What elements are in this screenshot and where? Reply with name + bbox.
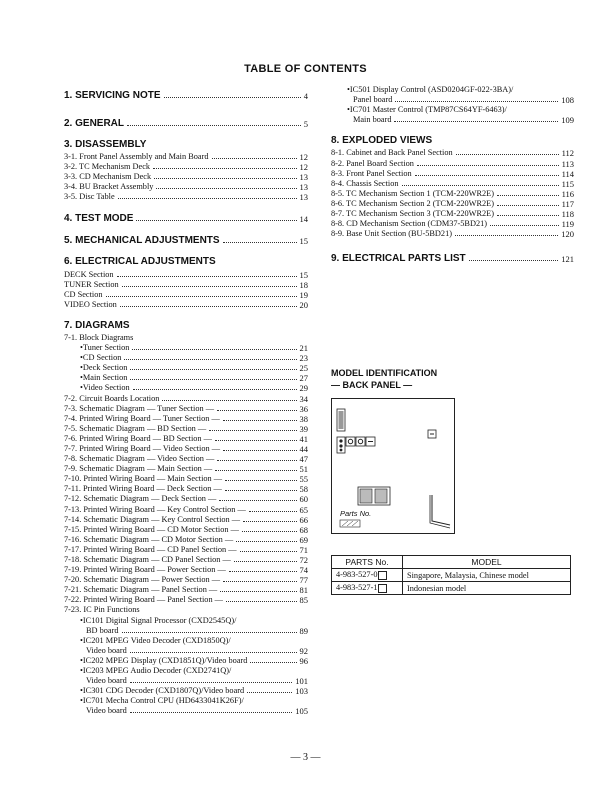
dot-leader [162,400,296,401]
page-ref: 5 [303,119,308,129]
parts-no-label: Parts No. [340,509,372,518]
toc-entry [64,404,308,414]
toc-entry [64,605,308,615]
dot-leader [164,97,301,98]
toc-entry [64,192,308,202]
entry-title: 7-9. Schematic Diagram — Main Section — [64,464,213,474]
toc-entry [64,434,308,444]
page-ref: 105 [295,706,308,717]
dot-leader [415,175,559,176]
entry-title: 7-15. Printed Wiring Board — CD Motor Section — [64,524,239,534]
page-ref: 118 [561,209,574,220]
dot-leader [240,551,297,552]
page-ref: 58 [299,484,308,495]
model-identification-title: MODEL IDENTIFICATION [331,368,438,378]
entry-title: 3-3. CD Mechanism Deck [64,172,152,182]
toc-entry [331,209,574,219]
dot-leader [124,359,296,360]
toc-entry [64,363,308,373]
toc-entry [331,115,574,125]
spacer [331,125,574,134]
model-cell: Indonesian model [403,582,571,595]
toc-entry [64,383,308,393]
page-ref: 27 [299,373,308,384]
entry-title: 1. SERVICING NOTE [64,90,161,101]
dot-leader [212,158,297,159]
page-ref: 29 [299,383,308,394]
back-panel-subtitle: — BACK PANEL — [331,380,413,390]
entry-title: DECK Section [64,269,114,279]
toc-entry [64,464,308,474]
dot-leader [247,692,292,693]
toc-entry [64,269,308,279]
page-ref: 12 [299,162,308,173]
page-ref: 89 [299,625,308,636]
page-ref: 96 [299,655,308,666]
page-ref: 25 [299,363,308,374]
entry-title: • Deck Section [80,363,127,373]
entry-title: Panel board [353,95,393,105]
dot-leader [209,430,296,431]
page-ref: 51 [299,464,308,475]
parts-no-cell [332,569,403,582]
dot-leader [395,101,558,102]
dot-leader [133,389,297,390]
page-ref: 108 [561,95,574,106]
entry-title: 4. TEST MODE [64,213,134,225]
page-ref: 36 [299,403,308,414]
toc-entry [331,158,574,168]
toc-entry [64,373,308,383]
page-ref: 115 [561,178,574,189]
model-identification-heading [331,367,437,391]
section-heading: 3. DISASSEMBLY [64,139,147,150]
entry-title: • Video Section [80,383,130,393]
dot-leader [225,480,296,481]
page-ref: 4 [303,91,308,101]
dot-leader [242,531,297,532]
page-ref: 101 [295,676,308,687]
header-model: MODEL [403,556,571,569]
dot-leader [249,511,297,512]
toc-entry [64,656,308,666]
page-ref: 15 [299,236,308,247]
dot-leader [234,561,297,562]
entry-title: Video board [86,706,127,716]
page-ref: 21 [299,343,308,354]
page-ref: 85 [299,595,308,606]
page-ref: 72 [299,555,308,565]
page-ref: 19 [299,289,308,300]
entry-title: 8-2. Panel Board Section [331,158,414,168]
entry-title: 7-4. Printed Wiring Board — Tuner Section — [64,413,220,423]
page-ref: 77 [299,575,308,586]
toc-entry [331,199,574,209]
dot-leader [250,662,296,663]
entry-title: 7-16. Schematic Diagram — CD Motor Section — [64,534,234,544]
entry-title: VIDEO Section [64,299,117,309]
entry-title: • IC701 Mecha Control CPU (HD6433041K26F)/ [80,696,244,706]
page-ref: 55 [299,474,308,485]
dot-leader [130,379,296,380]
toc-entry [64,525,308,535]
page-ref: 116 [561,188,574,199]
dot-leader [223,242,297,243]
entry-title: TUNER Section [64,279,119,289]
page-ref: 109 [561,115,574,126]
entry-title: • IC701 Master Control (TMP87CS64YF-6463)/ [347,105,507,115]
dot-leader [456,154,559,155]
entry-title: • IC101 Digital Signal Processor (CXD2545Q)/ [80,616,236,626]
page-ref: 20 [299,299,308,310]
entry-title: • IC501 Display Control (ASD0204GF-022-3BA)/ [347,85,513,95]
page-ref: 13 [299,172,308,183]
entry-title: 3-2. TC Mechanism Deck [64,162,151,172]
toc-entry [331,95,574,105]
entry-title: • IC301 CDG Decoder (CXD1807Q)/Video board [80,686,244,696]
dot-leader [219,500,296,501]
page-ref: 92 [299,645,308,656]
entry-title: 7-5. Schematic Diagram — BD Section — [64,423,207,433]
toc-entry [64,646,308,656]
dot-leader [117,276,297,277]
entry-title: 7-12. Schematic Diagram — Deck Section — [64,494,217,504]
toc-entry [64,444,308,454]
toc-entry [64,454,308,464]
dot-leader [156,188,296,189]
toc-entry [64,484,308,494]
entry-title: 8-3. Front Panel Section [331,168,412,178]
page-ref: 12 [299,152,308,163]
dot-leader [455,235,558,236]
entry-title: 8-1. Cabinet and Back Panel Section [331,148,453,158]
page-ref: 47 [299,454,308,465]
toc-entry [331,105,574,115]
entry-title: 3-5. Disc Table [64,192,115,202]
toc-entry [64,585,308,595]
page-ref: 68 [299,524,308,535]
dot-leader [106,296,297,297]
dot-leader [220,591,296,592]
dot-leader [223,581,297,582]
page-ref: 114 [561,168,574,179]
checkbox-icon [378,571,387,580]
page-ref: 66 [299,514,308,525]
toc-entry [331,219,574,229]
entry-title: 7-2. Circuit Boards Location [64,393,160,403]
toc-entry [331,179,574,189]
toc-entry [64,595,308,605]
dot-leader [130,369,296,370]
dot-leader [215,470,296,471]
entry-title: • IC201 MPEG Video Decoder (CXD1850Q)/ [80,636,231,646]
dot-leader [153,168,296,169]
entry-title: 2. GENERAL [64,118,125,129]
parts-no-cell [332,582,403,595]
toc-left-column [64,85,308,716]
toc-entry [64,676,308,686]
dot-leader [136,220,296,221]
dot-leader [497,215,559,216]
entry-title: 7-23. IC Pin Functions [64,605,140,615]
entry-title: 7-8. Schematic Diagram — Video Section — [64,454,215,464]
toc-entry [64,615,308,625]
toc-entry [64,424,308,434]
dot-leader [130,652,297,653]
entry-title: • CD Section [80,353,121,363]
toc-section-entry [64,85,308,101]
dot-leader [223,420,297,421]
page-ref: 117 [561,198,574,209]
entry-title: 7-14. Schematic Diagram — Key Control Section — [64,514,241,524]
back-panel-drawing [331,398,455,534]
page-ref: 38 [299,413,308,424]
entry-title: 8-9. Base Unit Section (BU-5BD21) [331,229,452,239]
dot-leader [469,260,559,261]
entry-title: 7-3. Schematic Diagram — Tuner Section — [64,403,215,413]
spacer [331,239,574,248]
toc-entry [331,85,574,95]
toc-entry [331,169,574,179]
toc-entry [64,686,308,696]
page-ref: 81 [299,585,308,596]
entry-title: • Tuner Section [80,343,129,353]
toc-entry [64,333,308,343]
toc-entry [64,555,308,565]
dot-leader [217,410,296,411]
toc-entry [64,494,308,504]
spacer [64,129,308,138]
toc-right-column [331,85,574,264]
entry-title: 8-5. TC Mechanism Section 1 (TCM-220WR2E) [331,188,494,198]
checkbox-icon [378,584,387,593]
toc-entry [64,152,308,162]
dot-leader [120,306,297,307]
toc-entry [64,343,308,353]
dot-leader [394,121,558,122]
entry-title: CD Section [64,289,103,299]
dot-leader [154,178,296,179]
entry-title: 7-17. Printed Wiring Board — CD Panel Section — [64,544,237,554]
toc-entry [64,280,308,290]
toc-entry [64,636,308,646]
dot-leader [223,450,296,451]
spacer [64,310,308,319]
entry-title: Main board [353,115,392,125]
dot-leader [236,541,296,542]
model-cell: Singapore, Malaysia, Chinese model [403,569,571,582]
page-ref: 34 [299,393,308,404]
page-ref: 44 [299,443,308,454]
page-ref: 13 [299,182,308,193]
entry-title: 7-20. Schematic Diagram — Power Section — [64,575,220,585]
dot-leader [127,125,301,126]
toc-entry [64,474,308,484]
toc-entry [64,172,308,182]
header-parts-no: PARTS No. [332,556,403,569]
page-ref: 18 [299,279,308,290]
toc-section-entry [331,248,574,264]
entry-title: 8-4. Chassis Section [331,178,399,188]
entry-title: • IC203 MPEG Audio Decoder (CXD2741Q)/ [80,666,231,676]
toc-entry [64,535,308,545]
entry-title: 8-6. TC Mechanism Section 2 (TCM-220WR2E) [331,198,494,208]
page-ref: 15 [299,269,308,280]
entry-title: 7-22. Printed Wiring Board — Panel Section — [64,595,223,605]
toc-entry [64,504,308,514]
toc-entry [64,182,308,192]
dot-leader [132,349,296,350]
entry-title: 8-8. CD Mechanism Section (CDM37-5BD21) [331,219,488,229]
toc-entry [64,575,308,585]
entry-title: 7-19. Printed Wiring Board — Power Section — [64,565,226,575]
entry-title: • IC202 MPEG Display (CXD1851Q)/Video board [80,656,247,666]
toc-entry [331,229,574,239]
dot-leader [417,165,559,166]
entry-title: Video board [86,645,127,655]
dot-leader [130,682,293,683]
dot-leader [122,632,297,633]
section-heading: 8. EXPLODED VIEWS [331,135,433,147]
dot-leader [225,490,297,491]
toc-entry [64,626,308,636]
section-heading: 7. DIAGRAMS [64,319,130,331]
entry-title: 7-10. Printed Wiring Board — Main Section — [64,474,223,484]
entry-title: 7-18. Schematic Diagram — CD Panel Section — [64,555,231,564]
toc-entry [331,189,574,199]
entry-title: 7-1. Block Diagrams [64,332,134,342]
entry-title: 8-7. TC Mechanism Section 3 (TCM-220WR2E) [331,209,494,219]
entry-title: 7-11. Printed Wiring Board — Deck Section — [64,484,222,494]
entry-title: 5. MECHANICAL ADJUSTMENTS [64,235,220,247]
dot-leader [130,712,293,713]
page-ref: 14 [299,214,308,225]
dot-leader [243,521,296,522]
toc-entry [64,515,308,525]
entry-title: 9. ELECTRICAL PARTS LIST [331,253,466,265]
parts-no-value: 4-983-527-1 [336,583,378,593]
toc-entry [64,666,308,676]
entry-title: 7-21. Schematic Diagram — Panel Section — [64,585,218,595]
dot-leader [122,286,297,287]
dot-leader [215,440,297,441]
page-title: TABLE OF CONTENTS [244,63,367,75]
page-ref: 13 [299,192,308,203]
dot-leader [229,571,297,572]
toc-entry [64,414,308,424]
entry-title: 3-1. Front Panel Assembly and Main Board [64,152,209,162]
page-ref: 113 [561,158,574,169]
dot-leader [490,225,559,226]
toc-entry [64,545,308,555]
page-ref: 65 [299,504,308,515]
section-heading: 6. ELECTRICAL ADJUSTMENTS [64,256,216,268]
toc-entry [64,393,308,403]
page-number: — 3 — [290,752,321,763]
toc-section-entry [64,208,308,224]
toc-section-entry [64,113,308,129]
dot-leader [497,195,559,196]
entry-title: 7-13. Printed Wiring Board — Key Control Section — [64,504,246,514]
dot-leader [217,460,296,461]
page-ref: 39 [299,423,308,434]
page-ref: 103 [295,686,308,697]
spacer [64,101,308,113]
toc-entry [64,353,308,363]
entry-title: • Main Section [80,373,127,383]
toc-entry [64,290,308,300]
page-ref: 120 [561,229,574,240]
dot-leader [118,198,297,199]
table-row [332,582,571,595]
entry-title: BD board [86,625,119,635]
toc-entry [64,300,308,310]
toc-section-entry [64,230,308,246]
page-ref: 121 [561,254,574,265]
dot-leader [402,185,559,186]
model-table [331,555,571,595]
table-row [332,569,571,582]
page-ref: 71 [299,544,308,555]
toc-entry [64,706,308,716]
page-ref: 41 [299,433,308,444]
toc-entry [64,565,308,575]
dot-leader [226,601,297,602]
page-ref: 23 [299,353,308,364]
toc-entry [331,148,574,158]
entry-title: 3-4. BU Bracket Assembly [64,182,154,192]
toc-entry [64,162,308,172]
page-ref: 74 [299,565,308,576]
parts-no-value: 4-983-527-0 [336,570,378,580]
entry-title: 7-7. Printed Wiring Board — Video Section — [64,443,221,453]
table-header-row [332,556,571,569]
page-ref: 69 [299,534,308,545]
entry-title: 7-6. Printed Wiring Board — BD Section — [64,433,212,443]
spacer [64,246,308,255]
page-ref: 112 [561,148,574,159]
page-ref: 60 [299,494,308,505]
entry-title: Video board [86,676,127,686]
dot-leader [497,205,559,206]
page-ref: 119 [561,219,574,230]
toc-entry [64,696,308,706]
